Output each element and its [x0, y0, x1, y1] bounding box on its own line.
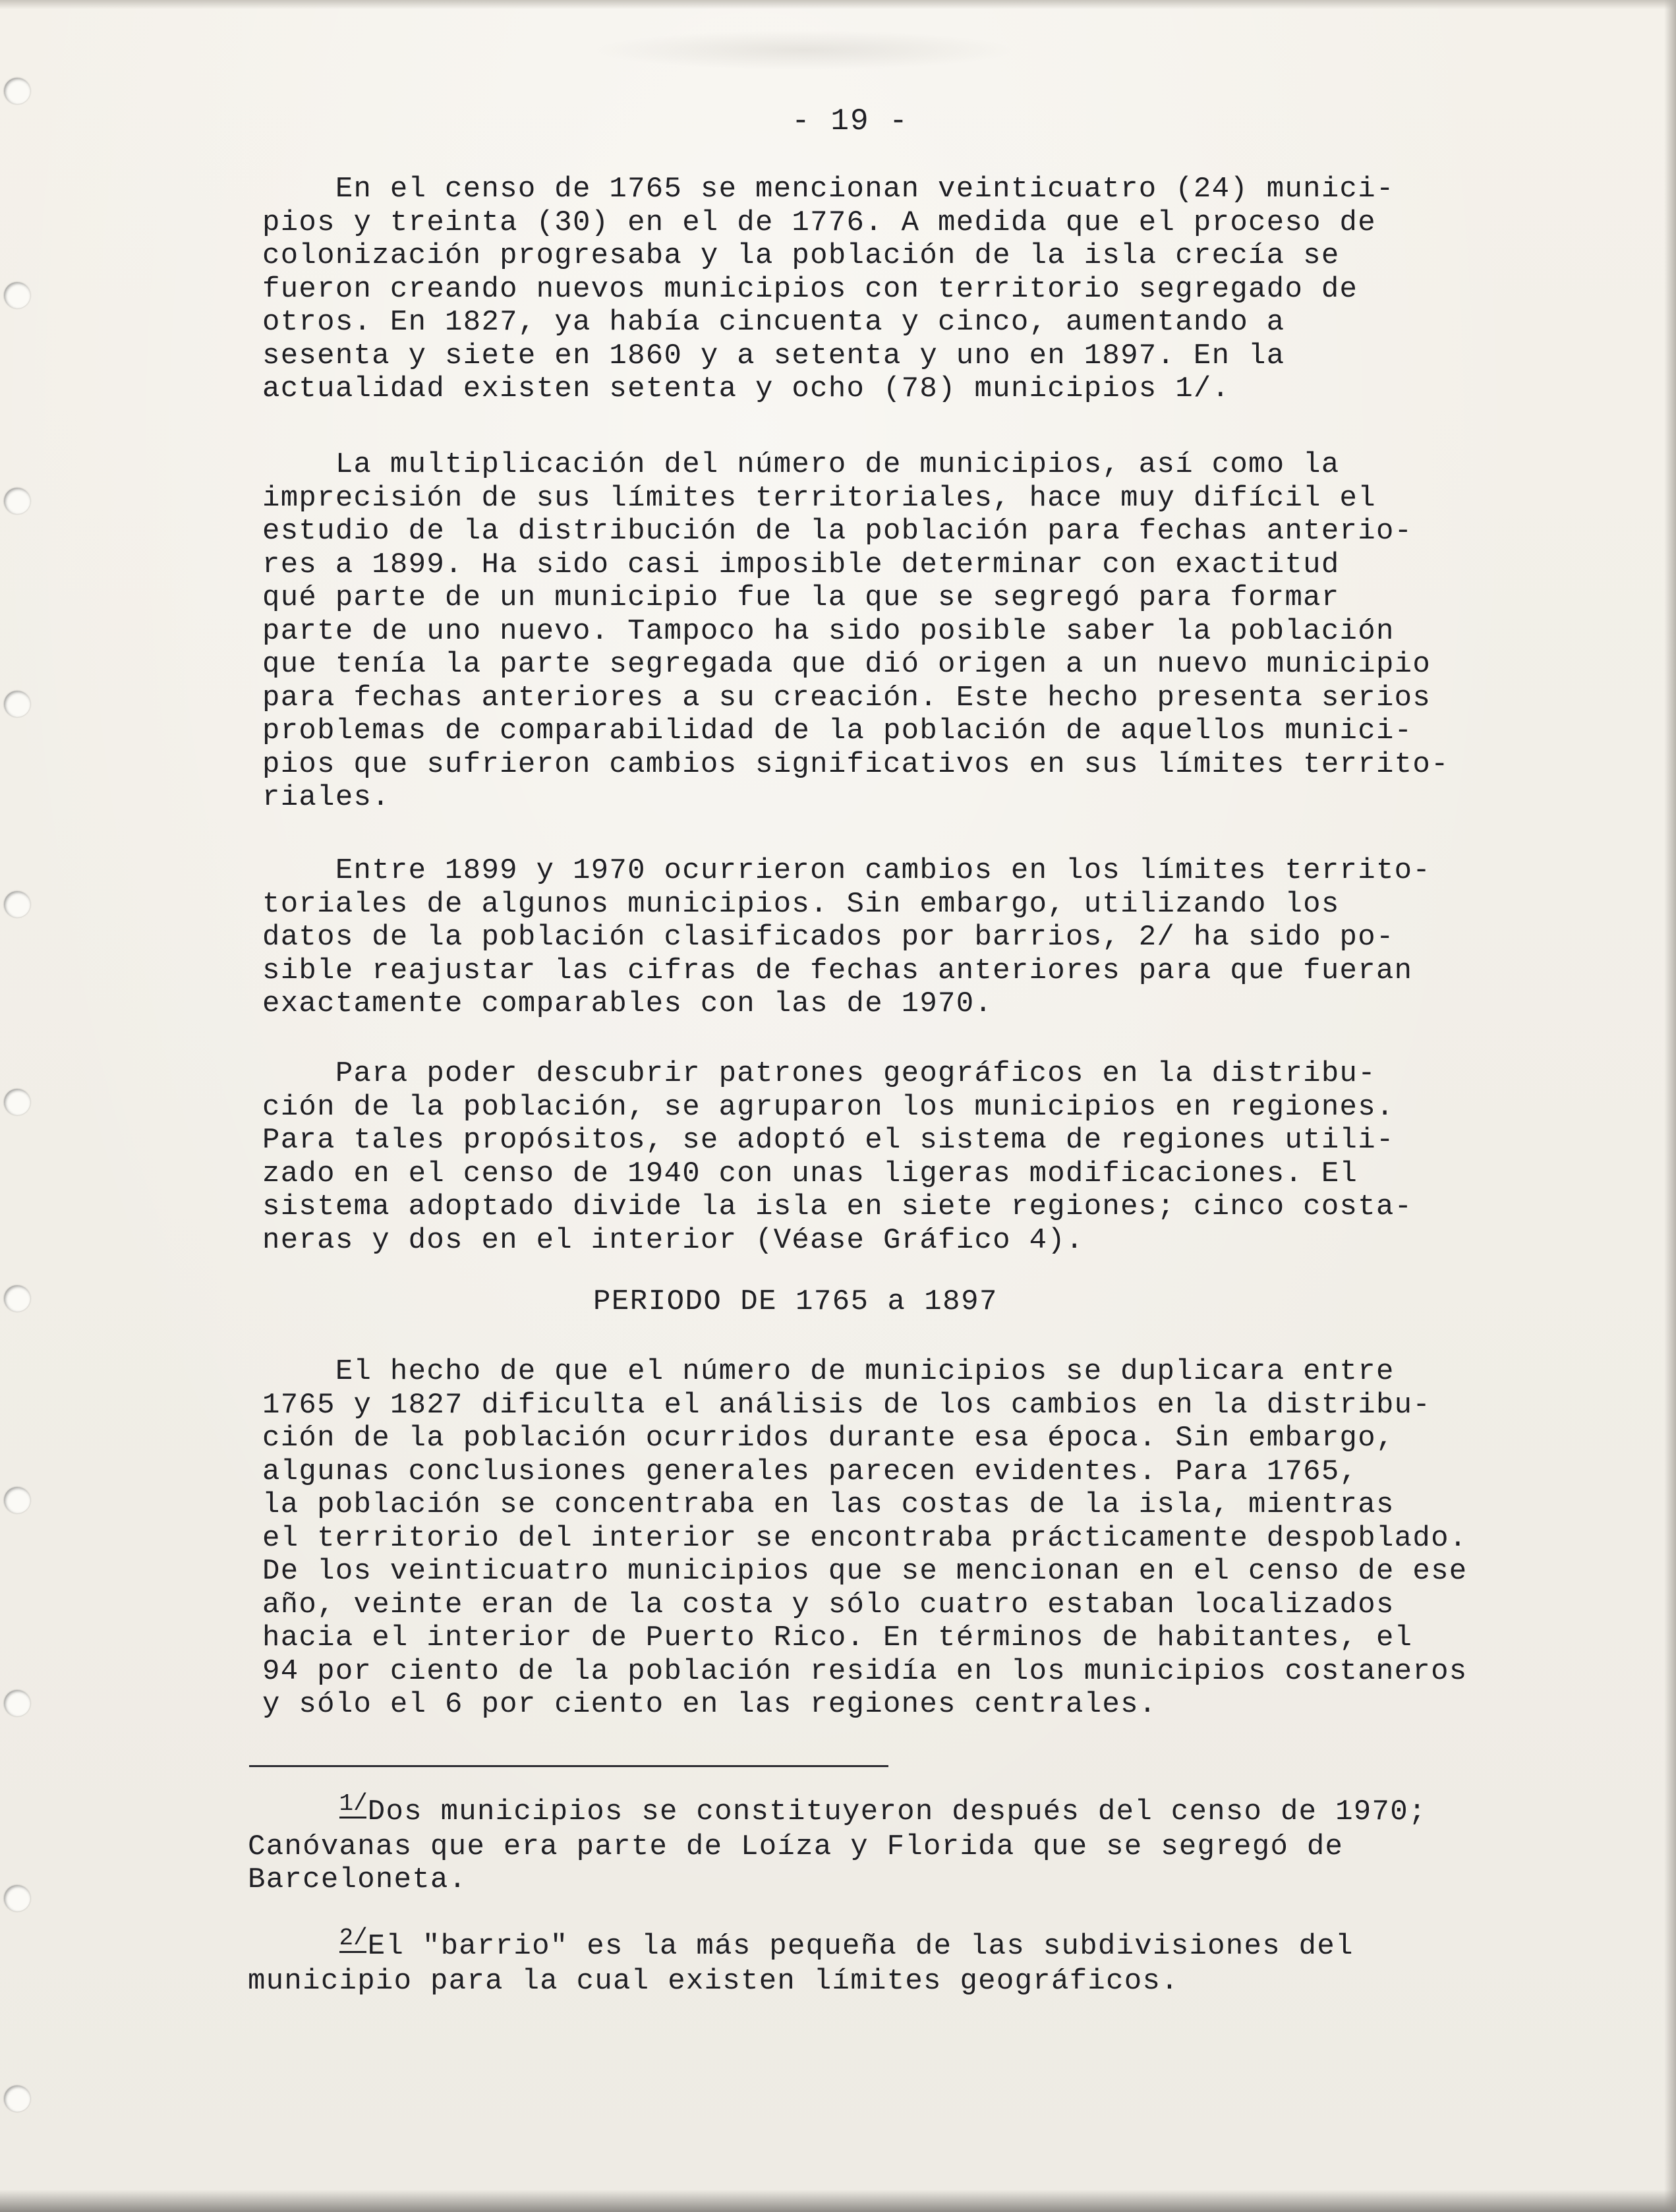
- text-line: actualidad existen setenta y ocho (78) municipios 1/.: [262, 372, 1230, 405]
- footnote-first-line: [248, 1790, 1540, 1830]
- text-line: algunas conclusiones generales parecen evidentes. Para 1765,: [262, 1455, 1358, 1488]
- binder-hole: [4, 1885, 30, 1911]
- text-line: zado en el censo de 1940 con unas ligeras modificaciones. El: [262, 1157, 1358, 1190]
- text-line: Barceloneta.: [248, 1863, 467, 1896]
- text-line: 94 por ciento de la población residía en los municipios costaneros: [262, 1654, 1468, 1688]
- page-number: - 19 -: [792, 104, 909, 138]
- text-line: riales.: [262, 781, 390, 814]
- scan-edge-bottom: [0, 2190, 1676, 2212]
- footnote-separator: [249, 1765, 888, 1767]
- text-line: y sólo el 6 por ciento en las regiones centrales.: [262, 1688, 1157, 1721]
- text-line: estudio de la distribución de la población para fechas anterio-: [262, 515, 1413, 548]
- footnote-mark: 2/: [339, 1922, 368, 1956]
- text-line: De los veinticuatro municipios que se mencionan en el censo de ese: [262, 1555, 1468, 1588]
- text-line: imprecisión de sus límites territoriales, hace muy difícil el: [262, 481, 1376, 515]
- binder-hole: [4, 1089, 30, 1115]
- paragraph-2: [262, 448, 1554, 815]
- text-line: problemas de comparabilidad de la población de aquellos munici-: [262, 714, 1413, 747]
- binder-hole: [4, 78, 30, 104]
- text-line: pios y treinta (30) en el de 1776. A medida que el proceso de: [262, 206, 1376, 239]
- scan-edge-right: [1664, 0, 1676, 2212]
- text-line: neras y dos en el interior (Véase Gráfico 4).: [262, 1223, 1084, 1257]
- footnote-1: [248, 1790, 1540, 1897]
- text-line: Entre 1899 y 1970 ocurrieron cambios en los límites territo-: [262, 854, 1431, 887]
- section-paragraph: [262, 1355, 1554, 1722]
- text-line: año, veinte eran de la costa y sólo cuatro estaban localizados: [262, 1588, 1395, 1621]
- text-line: ción de la población ocurridos durante esa época. Sin embargo,: [262, 1422, 1395, 1455]
- text-line: fueron creando nuevos municipios con territorio segregado de: [262, 272, 1358, 306]
- text-line: la población se concentraba en las costas de la isla, mientras: [262, 1488, 1395, 1521]
- text-line: sistema adoptado divide la isla en siete regiones; cinco costa-: [262, 1190, 1413, 1223]
- text-line: que tenía la parte segregada que dió origen a un nuevo municipio: [262, 648, 1431, 681]
- paragraph-1: [262, 173, 1554, 406]
- text-line: En el censo de 1765 se mencionan veinticuatro (24) munici-: [262, 173, 1395, 206]
- binder-hole: [4, 488, 30, 514]
- paragraph-3: [262, 854, 1554, 1021]
- text-line: para fechas anteriores a su creación. Este hecho presenta serios: [262, 681, 1431, 714]
- text-line: municipio para la cual existen límites geográficos.: [248, 1964, 1179, 1998]
- text-line: sible reajustar las cifras de fechas anteriores para que fueran: [262, 954, 1413, 987]
- text-line: ción de la población, se agruparon los municipios en regiones.: [262, 1090, 1395, 1124]
- binder-hole: [4, 691, 30, 717]
- section-heading: PERIODO DE 1765 a 1897: [593, 1285, 998, 1318]
- scan-smudge: [593, 30, 1015, 70]
- binder-hole: [4, 1285, 30, 1312]
- footnote-2: [248, 1925, 1540, 1998]
- text-line: El hecho de que el número de municipios se duplicara entre: [262, 1355, 1395, 1388]
- text-line: datos de la población clasificados por barrios, 2/ ha sido po-: [262, 921, 1395, 954]
- text-line: otros. En 1827, ya había cincuenta y cinco, aumentando a: [262, 306, 1285, 339]
- text-line: pios que sufrieron cambios significativos en sus límites territo-: [262, 747, 1449, 781]
- text-line: qué parte de un municipio fue la que se segregó para formar: [262, 581, 1340, 614]
- text-line: 1765 y 1827 dificulta el análisis de los cambios en la distribu-: [262, 1388, 1431, 1422]
- footnote-text: El "barrio" es la más pequeña de las subdivisiones del: [367, 1930, 1354, 1963]
- text-line: exactamente comparables con las de 1970.: [262, 987, 993, 1020]
- text-line: el territorio del interior se encontraba prácticamente despoblado.: [262, 1521, 1468, 1555]
- footnote-text: Dos municipios se constituyeron después del censo de 1970;: [367, 1795, 1427, 1828]
- footnote-mark: 1/: [339, 1788, 368, 1821]
- text-line: parte de uno nuevo. Tampoco ha sido posible saber la población: [262, 614, 1395, 648]
- text-line: colonización progresaba y la población de la isla crecía se: [262, 239, 1340, 272]
- binder-hole: [4, 1487, 30, 1513]
- text-line: toriales de algunos municipios. Sin embargo, utilizando los: [262, 887, 1340, 921]
- footnote-first-line: [248, 1925, 1540, 1965]
- text-line: sesenta y siete en 1860 y a setenta y uno en 1897. En la: [262, 339, 1285, 372]
- text-line: hacia el interior de Puerto Rico. En términos de habitantes, el: [262, 1621, 1413, 1654]
- text-line: Para tales propósitos, se adoptó el sistema de regiones utili-: [262, 1124, 1395, 1157]
- text-line: res a 1899. Ha sido casi imposible determinar con exactitud: [262, 548, 1340, 581]
- binder-hole: [4, 282, 30, 308]
- binder-hole: [4, 2085, 30, 2112]
- binder-hole: [4, 891, 30, 917]
- text-line: Para poder descubrir patrones geográficos en la distribu-: [262, 1057, 1376, 1090]
- text-line: La multiplicación del número de municipios, así como la: [262, 448, 1340, 481]
- scan-edge-top: [0, 0, 1676, 9]
- binder-hole: [4, 1690, 30, 1716]
- text-line: Canóvanas que era parte de Loíza y Florida que se segregó de: [248, 1830, 1344, 1863]
- paragraph-4: [262, 1057, 1554, 1257]
